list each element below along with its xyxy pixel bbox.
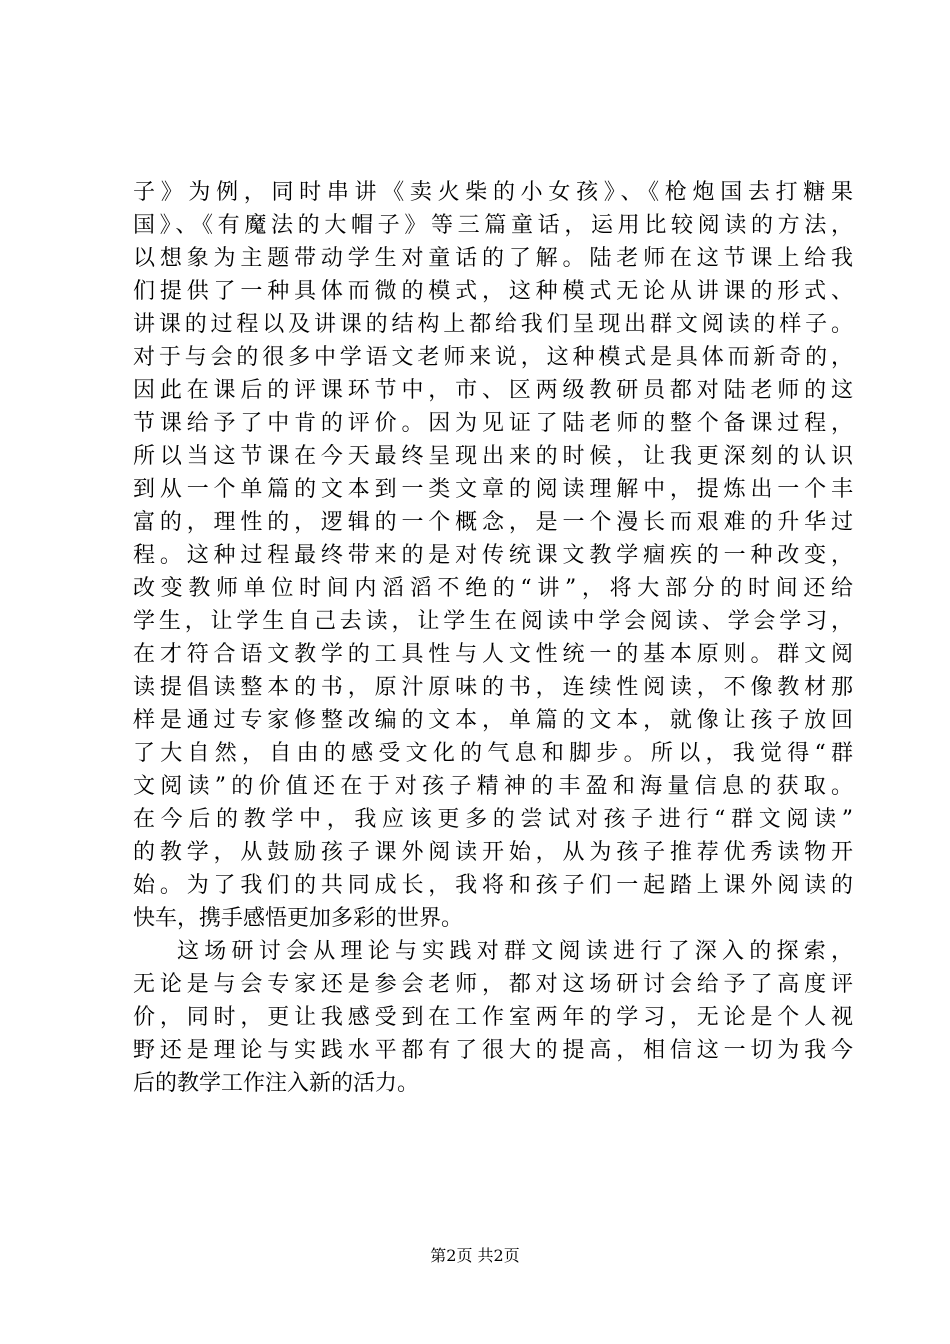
text-line: 读提倡读整本的书，原汁原味的书，连续性阅读，不像教材那 xyxy=(133,675,853,700)
text-line: 这场研讨会从理论与实践对群文阅读进行了深入的探索， xyxy=(177,939,853,964)
text-line: 富的，理性的，逻辑的一个概念，是一个漫长而艰难的升华过 xyxy=(133,510,853,535)
page-number-footer: 第2页 共2页 xyxy=(430,1246,520,1265)
text-line: 后的教学工作注入新的活力。 xyxy=(133,1071,420,1096)
text-line: 在才符合语文教学的工具性与人文性统一的基本原则。群文阅 xyxy=(133,642,853,667)
text-line: 在今后的教学中，我应该更多的尝试对孩子进行“群文阅读” xyxy=(133,807,853,832)
text-line: 文阅读”的价值还在于对孩子精神的丰盈和海量信息的获取。 xyxy=(133,774,853,799)
text-line: 程。这种过程最终带来的是对传统课文教学痼疾的一种改变， xyxy=(133,543,853,568)
text-line: 无论是与会专家还是参会老师，都对这场研讨会给予了高度评 xyxy=(133,972,853,997)
text-line: 始。为了我们的共同成长，我将和孩子们一起踏上课外阅读的 xyxy=(133,873,853,898)
document-body xyxy=(133,176,853,1100)
text-line: 讲课的过程以及讲课的结构上都给我们呈现出群文阅读的样子。 xyxy=(133,312,853,337)
text-line: 学生，让学生自己去读，让学生在阅读中学会阅读、学会学习， xyxy=(133,609,853,634)
text-line: 改变教师单位时间内滔滔不绝的“讲”，将大部分的时间还给 xyxy=(133,576,853,601)
text-line: 样是通过专家修整改编的文本，单篇的文本，就像让孩子放回 xyxy=(133,708,853,733)
text-line: 所以当这节课在今天最终呈现出来的时候，让我更深刻的认识 xyxy=(133,444,853,469)
text-line: 快车，携手感悟更加多彩的世界。 xyxy=(133,906,464,931)
text-line: 以想象为主题带动学生对童话的了解。陆老师在这节课上给我 xyxy=(133,246,853,271)
text-line: 价，同时，更让我感受到在工作室两年的学习，无论是个人视 xyxy=(133,1005,853,1030)
paragraph-2 xyxy=(133,935,853,1100)
text-line: 因此在课后的评课环节中，市、区两级教研员都对陆老师的这 xyxy=(133,378,853,403)
paragraph-1 xyxy=(133,176,853,935)
text-line: 们提供了一种具体而微的模式，这种模式无论从讲课的形式、 xyxy=(133,279,853,304)
text-line: 野还是理论与实践水平都有了很大的提高，相信这一切为我今 xyxy=(133,1038,853,1063)
text-line: 了大自然，自由的感受文化的气息和脚步。所以，我觉得“群 xyxy=(133,741,853,766)
text-line: 的教学，从鼓励孩子课外阅读开始，从为孩子推荐优秀读物开 xyxy=(133,840,853,865)
text-line: 对于与会的很多中学语文老师来说，这种模式是具体而新奇的， xyxy=(133,345,853,370)
text-line: 国》、《有魔法的大帽子》等三篇童话，运用比较阅读的方法， xyxy=(133,213,853,238)
text-line: 到从一个单篇的文本到一类文章的阅读理解中，提炼出一个丰 xyxy=(133,477,853,502)
text-line: 子》为例，同时串讲《卖火柴的小女孩》、《枪炮国去打糖果 xyxy=(133,180,853,205)
text-line: 节课给予了中肯的评价。因为见证了陆老师的整个备课过程， xyxy=(133,411,853,436)
